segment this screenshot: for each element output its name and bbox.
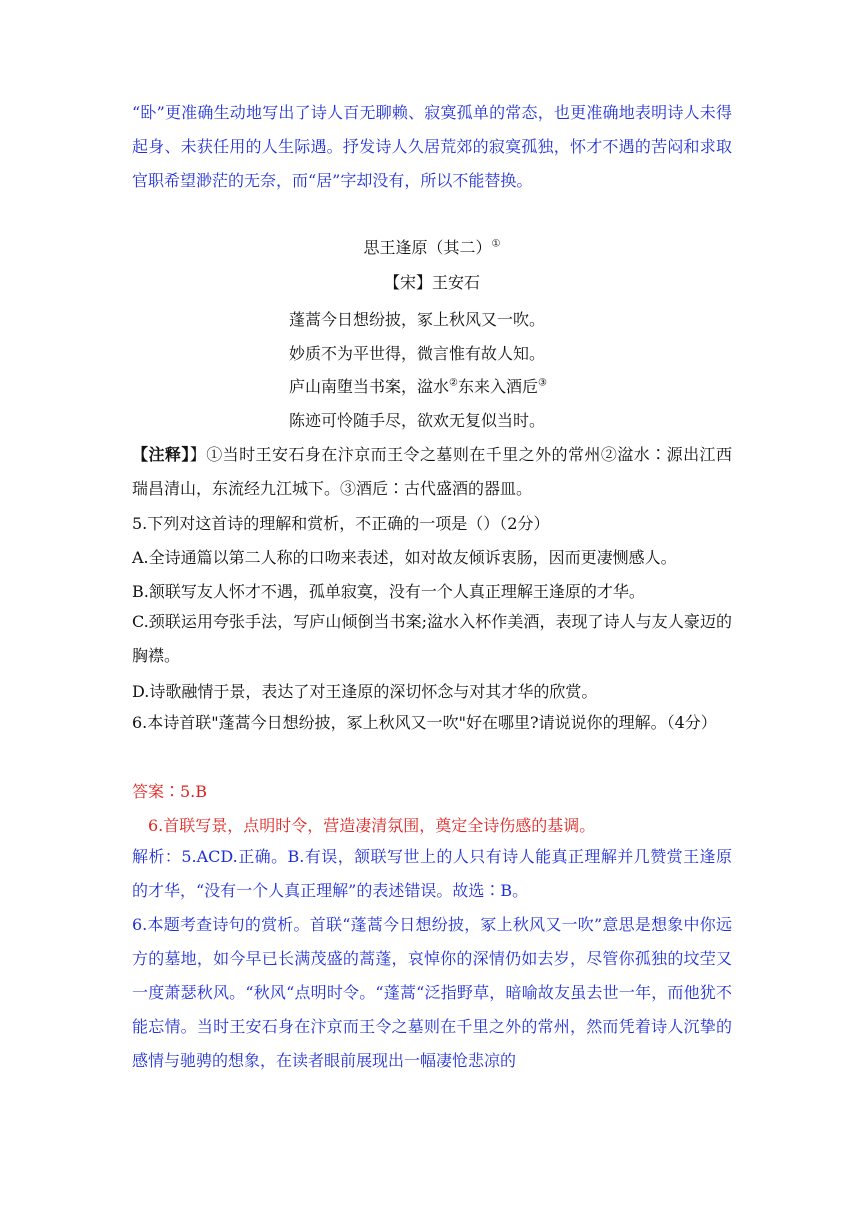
explanation-paragraph-2: 6.本题考查诗句的赏析。首联“蓬蒿今日想纷披，冢上秋风又一吹”意思是想象中你远方的墓地，如今早已长满茂盛的蒿蓬，哀悼你的深情仍如去岁，尽管你孤独的坟茔又一度萧瑟秋风。“秋风“点明时令。“蓬蒿“泛指野草，暗喻故友虽去世一年，而他犹不能忘情。当时王安石身在汴京而王令之墓则在千里之外的常州，然而凭着诗人沉挚的感情与驰骋的想象，在读者眼前展现出一幅凄怆悲凉的: [132, 915, 732, 1070]
poem-author: 【宋】王安石: [383, 273, 480, 292]
explanation-paragraph-1: 解析：5.ACD.正确。B.有误，颔联写世上的人只有诗人能真正理解并几赞赏王逢原的才华，“没有一个人真正理解”的表述错误。故选∶B。: [132, 847, 732, 900]
notes-label: 【注释】: [132, 445, 190, 464]
notes-paragraph: [132, 438, 732, 506]
question-5-option-d: D.诗歌融情于景，表达了对王逢原的深切怀念与对其才华的欣赏。: [132, 682, 598, 701]
question-6-stem: 6.本诗首联"蓬蒿今日想纷披，冢上秋风又一吹"好在哪里?请说说你的理解。（4分）: [132, 713, 717, 732]
poem-line-3: [289, 375, 547, 399]
poem-title: [132, 236, 732, 260]
previous-analysis-paragraph: “卧”更准确生动地写出了诗人百无聊赖、寂寞孤单的常态，也更准确地表明诗人未得起身、未获任用的人生际遇。抒发诗人久居荒郊的寂寞孤独，怀才不遇的苦闷和求取官职希望渺茫的无奈，而“居”字却没有，所以不能替换。: [132, 103, 732, 190]
poem-note-mark-3: ③: [538, 377, 547, 389]
poem-line-4: 陈迹可怜随手尽，欲欢无复似当时。: [289, 411, 546, 430]
poem-line-2: 妙质不为平世得，微言惟有故人知。: [289, 344, 546, 363]
question-5-stem: 5.下列对这首诗的理解和赏析，不正确的一项是（）（2分）: [132, 514, 550, 533]
poem-title-text: 思王逢原（其二）: [363, 238, 492, 257]
answer-line-1: 答案∶5.B: [132, 782, 208, 801]
poem-title-note-mark: ①: [491, 238, 501, 250]
poem-note-mark-2: ②: [449, 377, 458, 389]
question-5-option-a: A.全诗通篇以第二人称的口吻来表述，如对故友倾诉衷肠，因而更凄恻感人。: [132, 548, 677, 567]
poem-line-3-part-2: 东来入酒卮: [457, 377, 538, 396]
answer-line-2: 6.首联写景，点明时令，营造凄清氛围，奠定全诗伤感的基调。: [148, 816, 596, 835]
question-5-option-c: C.颈联运用夸张手法，写庐山倾倒当书案;湓水入杯作美酒，表现了诗人与友人豪迈的胸襟。: [132, 612, 732, 665]
poem-line-3-part-1: 庐山南堕当书案，湓水: [289, 377, 450, 396]
poem-line-1: 蓬蒿今日想纷披，冢上秋风又一吹。: [289, 310, 546, 329]
question-5-option-b: B.颔联写友人怀才不遇，孤单寂寞，没有一个人真正理解王逢原的才华。: [132, 582, 645, 601]
notes-text: 】①当时王安石身在汴京而王令之墓则在千里之外的常州②湓水∶源出江西瑞昌清山，东流经九江城下。③酒卮∶古代盛酒的器皿。: [132, 445, 732, 498]
